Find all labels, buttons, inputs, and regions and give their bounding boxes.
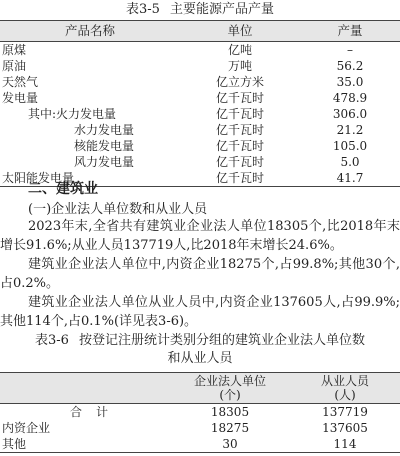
table2-header-row (0, 373, 400, 404)
table1-caption (0, 2, 400, 18)
paragraph-summary: 2023年末,全省共有建筑业企业法人单位18305个,比2018年末增长91.6%;从业人员137719人,比2018年末增长24.6%。 (0, 219, 400, 253)
row-value: 41.7 (336, 171, 364, 185)
row-name: 原煤 (2, 43, 27, 57)
subsection-heading: (一)企业法人单位数和从业人员 (28, 202, 208, 217)
table-row (0, 42, 400, 58)
row-unit: 亿立方米 (215, 75, 264, 89)
table2-caption (0, 333, 400, 349)
construction-enterprises-table (0, 372, 400, 453)
table1-header-value: 产量 (337, 23, 363, 38)
table-row (0, 404, 400, 420)
table2-title-line1: 按登记注册统计类别分组的建筑业企业法人单位数 (78, 333, 365, 348)
row-unit: 亿千瓦时 (215, 155, 264, 169)
row-name: 天然气 (2, 75, 39, 89)
section-heading: 二、建筑业 (28, 181, 98, 197)
table2-header-staff (295, 374, 395, 402)
row-name: 合计 (70, 405, 123, 419)
row-value: 5.0 (340, 155, 360, 169)
row-unit: 亿千瓦时 (215, 171, 264, 185)
table2-number: 表3-6 (35, 333, 69, 348)
row-unit: 亿千瓦时 (215, 107, 264, 121)
row-unit: 亿千瓦时 (215, 91, 264, 105)
table-row (0, 436, 400, 453)
header-staff-label: 从业人员 (320, 374, 369, 388)
row-name: 太阳能发电量 (2, 171, 75, 185)
table-row (0, 154, 400, 170)
row-units: 30 (222, 437, 238, 451)
table1-number: 表3-5 (126, 2, 160, 17)
row-value: 105.0 (332, 139, 368, 153)
paragraph-units: 建筑业企业法人单位中,内资企业18275个,占99.8%;其他30个,占0.2%。 (0, 257, 400, 291)
row-name: 发电量 (2, 91, 39, 105)
row-value: 56.2 (336, 59, 364, 73)
table-row (0, 122, 400, 138)
row-staff: 137719 (322, 405, 368, 419)
table1-header-name: 产品名称 (64, 23, 115, 38)
row-name: 其他 (2, 437, 27, 451)
header-staff-unit: (人) (334, 388, 356, 402)
row-name: 风力发电量 (74, 155, 135, 169)
row-units: 18305 (210, 405, 250, 419)
table2-caption-line2: 和从业人员 (167, 351, 233, 366)
row-unit: 万吨 (227, 59, 252, 73)
row-unit: 亿千瓦时 (215, 139, 264, 153)
row-name: 原油 (2, 59, 27, 73)
table-row (0, 106, 400, 122)
table-row (0, 420, 400, 436)
table1-title: 主要能源产品产量 (169, 2, 274, 17)
table-row (0, 90, 400, 106)
row-value: – (347, 43, 353, 57)
row-value: 21.2 (336, 123, 364, 137)
energy-products-table (0, 20, 400, 187)
row-value: 478.9 (332, 91, 368, 105)
table-row (0, 138, 400, 154)
paragraph-staff: 建筑业企业法人单位从业人员中,内资企业137605人,占99.9%;其他114个,占0.1%(详见表3-6)。 (0, 295, 400, 329)
row-unit: 亿千瓦时 (215, 123, 264, 137)
table1-header-unit: 单位 (227, 23, 253, 38)
table1-header-row (0, 21, 400, 42)
row-name: 内资企业 (2, 421, 51, 435)
row-units: 18275 (210, 421, 250, 435)
row-value: 35.0 (336, 75, 364, 89)
table-row (0, 74, 400, 90)
row-unit: 亿吨 (227, 43, 252, 57)
header-units-label: 企业法人单位 (193, 374, 266, 388)
row-staff: 137605 (322, 421, 368, 435)
header-units-unit: (个) (219, 388, 241, 402)
row-name: 其中:火力发电量 (28, 107, 117, 121)
row-value: 306.0 (332, 107, 368, 121)
table-row (0, 58, 400, 74)
row-name: 水力发电量 (74, 123, 135, 137)
row-name: 核能发电量 (74, 139, 135, 153)
table2-header-units (175, 374, 285, 402)
row-staff: 114 (333, 437, 357, 451)
